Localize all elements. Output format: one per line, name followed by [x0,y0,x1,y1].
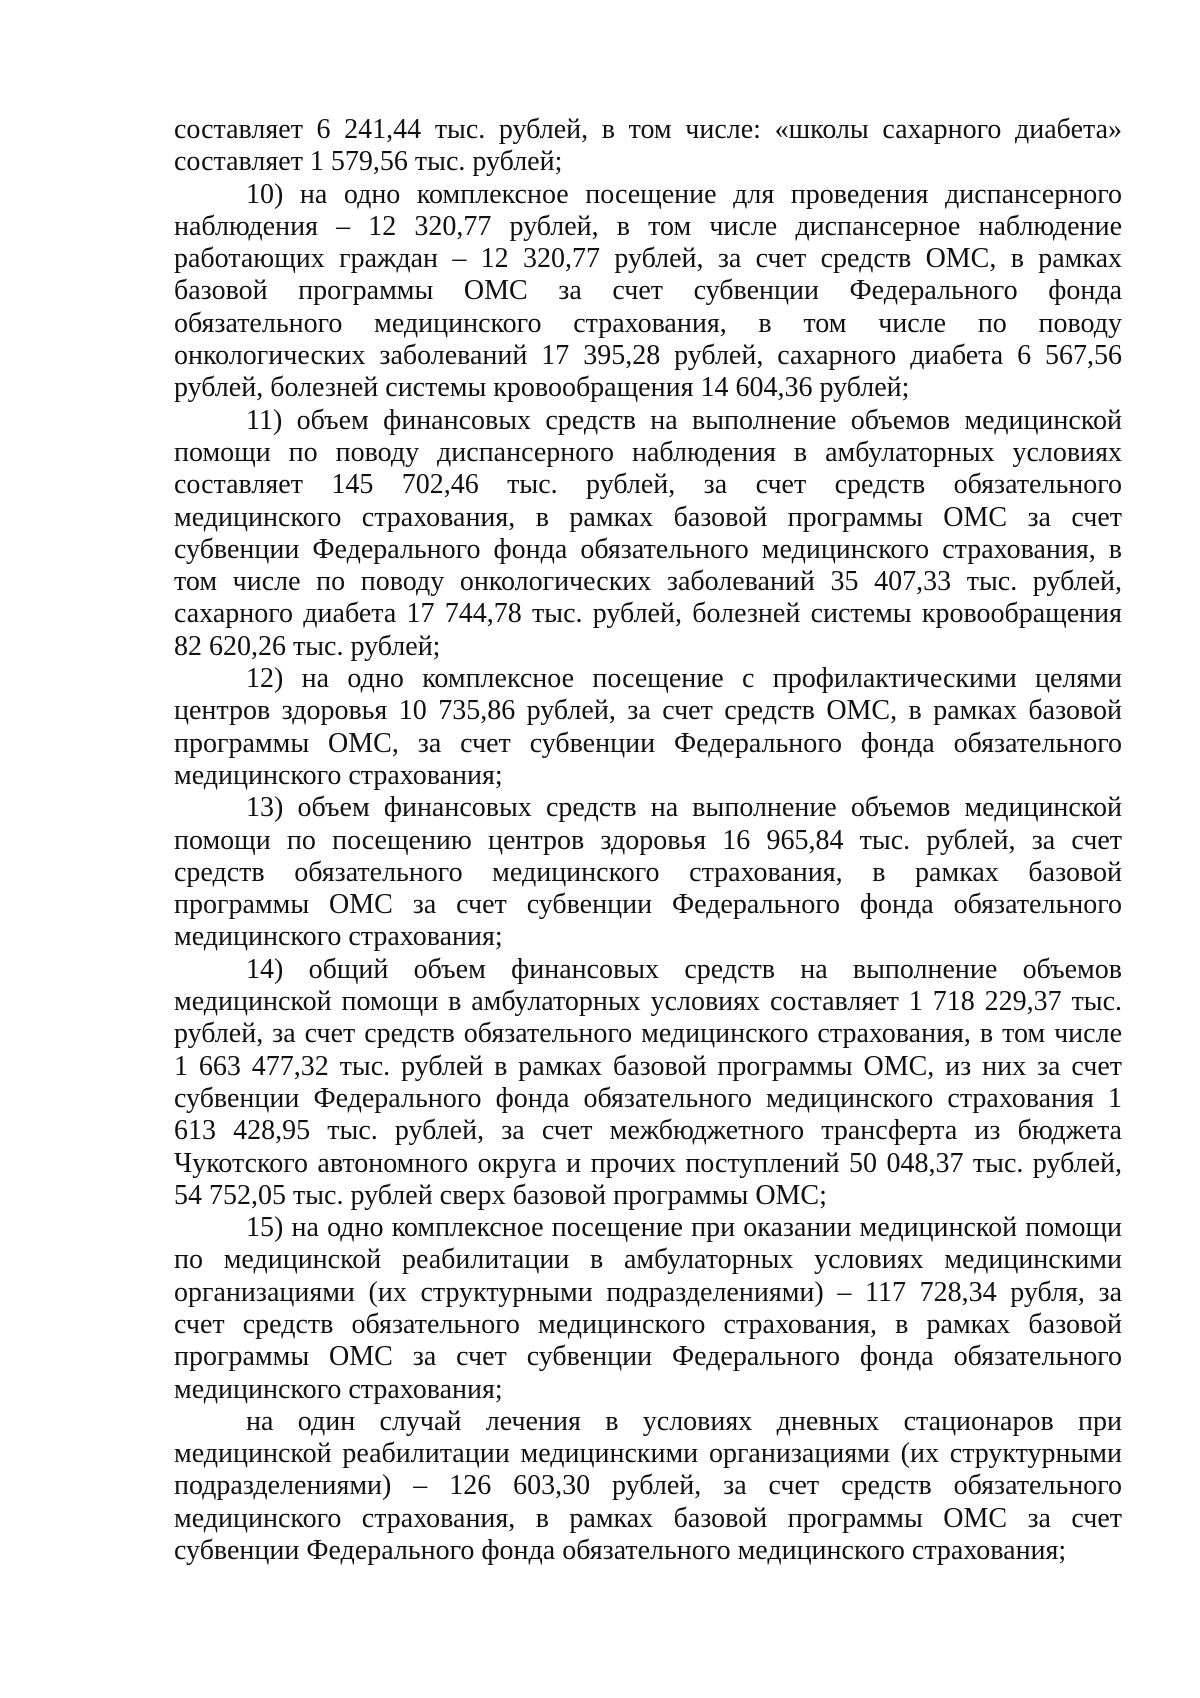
paragraph-item-15: 15) на одно комплексное посещение при оказании медицинской помощи по медицинской реабилитации в амбулаторных условиях медицинскими организациями (их структурными подразделениями) – 117 728,34 рубля, за счет средств обязательного медицинского страхования, в рамках базовой программы ОМС за счет субвенции Федерального фонда обязательного медицинского страхования; [174,1212,1122,1405]
paragraph-continuation: составляет 6 241,44 тыс. рублей, в том числе: «школы сахарного диабета» составляет 1 579,56 тыс. рублей; [174,114,1122,178]
paragraph-item-10: 10) на одно комплексное посещение для проведения диспансерного наблюдения – 12 320,77 рублей, в том числе диспансерное наблюдение работающих граждан – 12 320,77 рублей, за счет средств ОМС, в рамках базовой программы ОМС за счет субвенции Федерального фонда обязательного медицинского страхования, в том числе по поводу онкологических заболеваний 17 395,28 рублей, сахарного диабета 6 567,56 рублей, болезней системы кровообращения 14 604,36 рублей; [174,178,1122,404]
paragraph-item-11: 11) объем финансовых средств на выполнение объемов медицинской помощи по поводу диспансерного наблюдения в амбулаторных условиях составляет 145 702,46 тыс. рублей, за счет средств обязательного медицинского страхования, в рамках базовой программы ОМС за счет субвенции Федерального фонда обязательного медицинского страхования, в том числе по поводу онкологических заболеваний 35 407,33 тыс. рублей, сахарного диабета 17 744,78 тыс. рублей, болезней системы кровообращения 82 620,26 тыс. рублей; [174,404,1122,662]
document-page [174,114,1122,1567]
paragraph-item-12: 12) на одно комплексное посещение с профилактическими целями центров здоровья 10 735,86 рублей, за счет средств ОМС, в рамках базовой программы ОМС, за счет субвенции Федерального фонда обязательного медицинского страхования; [174,663,1122,791]
paragraph-day-hospital: на один случай лечения в условиях дневных стационаров при медицинской реабилитации медицинскими организациями (их структурными подразделениями) – 126 603,30 рублей, за счет средств обязательного медицинского страхования, в рамках базовой программы ОМС за счет субвенции Федерального фонда обязательного медицинского страхования; [174,1405,1122,1567]
paragraph-item-14: 14) общий объем финансовых средств на выполнение объемов медицинской помощи в амбулаторных условиях составляет 1 718 229,37 тыс. рублей, за счет средств обязательного медицинского страхования, в том числе 1 663 477,32 тыс. рублей в рамках базовой программы ОМС, из них за счет субвенции Федерального фонда обязательного медицинского страхования 1 613 428,95 тыс. рублей, за счет межбюджетного трансферта из бюджета Чукотского автономного округа и прочих поступлений 50 048,37 тыс. рублей, 54 752,05 тыс. рублей сверх базовой программы ОМС; [174,953,1122,1211]
paragraph-item-13: 13) объем финансовых средств на выполнение объемов медицинской помощи по посещению центров здоровья 16 965,84 тыс. рублей, за счет средств обязательного медицинского страхования, в рамках базовой программы ОМС за счет субвенции Федерального фонда обязательного медицинского страхования; [174,792,1122,953]
